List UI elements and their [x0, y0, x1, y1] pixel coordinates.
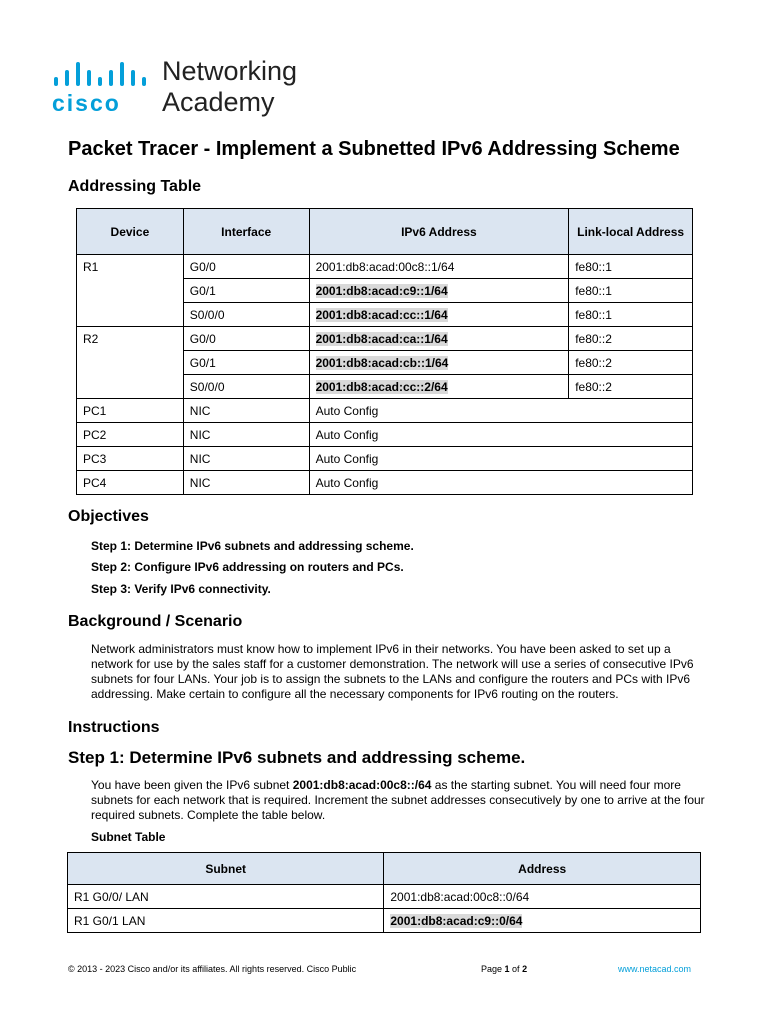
footer-copyright: © 2013 - 2023 Cisco and/or its affiliates. All rights reserved. Cisco Public — [68, 964, 357, 974]
objective-step-3: Step 3: Verify IPv6 connectivity. — [91, 582, 271, 596]
cell-ipv6: Auto Config — [309, 423, 692, 447]
cell-device — [77, 351, 184, 375]
addressing-table — [76, 208, 693, 495]
cell-link-local: fe80::2 — [569, 327, 693, 351]
cell-device: PC1 — [77, 399, 184, 423]
answer-highlight: 2001:db8:acad:c9::1/64 — [315, 283, 448, 298]
answer-highlight: 2001:db8:acad:cc::2/64 — [315, 379, 448, 394]
cell-ipv6 — [309, 303, 569, 327]
header-device: Device — [77, 209, 184, 255]
cell-device: PC3 — [77, 447, 184, 471]
objective-step-2: Step 2: Configure IPv6 addressing on routers and PCs. — [91, 560, 404, 574]
table-row — [68, 885, 701, 909]
cell-interface: S0/0/0 — [183, 303, 309, 327]
page-current: 1 — [504, 964, 510, 974]
cell-interface: G0/0 — [183, 255, 309, 279]
subnet-table-label: Subnet Table — [91, 830, 166, 844]
header-interface: Interface — [183, 209, 309, 255]
answer-highlight: 2001:db8:acad:ca::1/64 — [315, 331, 448, 346]
table-row — [77, 399, 693, 423]
cell-device — [77, 375, 184, 399]
table-row — [77, 447, 693, 471]
cell-device — [77, 303, 184, 327]
cell-interface: NIC — [183, 471, 309, 495]
cell-device: R1 — [77, 255, 184, 279]
answer-highlight: 2001:db8:acad:cb::1/64 — [315, 355, 449, 370]
header-link-local: Link-local Address — [569, 209, 693, 255]
cell-interface: G0/0 — [183, 327, 309, 351]
cell-address — [384, 909, 701, 933]
cell-address: 2001:db8:acad:00c8::0/64 — [384, 885, 701, 909]
objectives-heading: Objectives — [68, 508, 149, 525]
logo-line-networking: Networking — [162, 56, 298, 86]
cell-subnet: R1 G0/1 LAN — [68, 909, 384, 933]
cisco-bars-icon — [52, 60, 146, 86]
table-row — [77, 327, 693, 351]
step1-text-part: as the starting subnet. You will need four more subnets for each network that is required. Increment the subnet addresses consecutively by one to arrive at the four required subnets. Complete the table below. — [91, 778, 705, 822]
table-row — [68, 909, 701, 933]
addressing-table-heading: Addressing Table — [68, 178, 202, 195]
step1-text — [91, 778, 711, 823]
step1-text-part: You have been given the IPv6 subnet — [91, 778, 293, 792]
cell-interface: G0/1 — [183, 279, 309, 303]
table-row — [77, 255, 693, 279]
starting-subnet: 2001:db8:acad:00c8::/64 — [292, 778, 432, 792]
cell-subnet: R1 G0/0/ LAN — [68, 885, 384, 909]
cisco-wordmark: cisco — [52, 90, 121, 116]
cell-device — [77, 279, 184, 303]
cell-interface: NIC — [183, 447, 309, 471]
page-total: 2 — [522, 964, 528, 974]
page-of: of — [509, 964, 523, 974]
cisco-networking-academy-logo — [52, 56, 312, 118]
cell-device: PC4 — [77, 471, 184, 495]
cell-ipv6: Auto Config — [309, 399, 692, 423]
cell-device: R2 — [77, 327, 184, 351]
table-row — [77, 279, 693, 303]
logo-text — [162, 56, 297, 118]
cell-link-local: fe80::1 — [569, 303, 693, 327]
page-prefix: Page — [481, 964, 505, 974]
logo-line-academy: Academy — [162, 87, 275, 117]
cell-interface: NIC — [183, 399, 309, 423]
answer-highlight: 2001:db8:acad:cc::1/64 — [315, 307, 448, 322]
table-row — [77, 423, 693, 447]
header-subnet: Subnet — [68, 853, 384, 885]
page-title: Packet Tracer - Implement a Subnetted IPv6 Addressing Scheme — [68, 138, 680, 160]
background-text: Network administrators must know how to implement IPv6 in their networks. You have been asked to set up a network for use by the sales staff for a customer demonstration. The network will use a series of consecutive IPv6 subnets for four LANs. Your job is to assign the subnets to the LANs and configure the routers and PCs with IPv6 addressing. Make certain to configure all the necessary components for IPv6 routing on the routers. — [91, 642, 694, 701]
header-address: Address — [384, 853, 701, 885]
table-row — [77, 351, 693, 375]
answer-highlight: 2001:db8:acad:c9::0/64 — [390, 913, 523, 928]
cell-ipv6 — [309, 351, 569, 375]
cell-ipv6: Auto Config — [309, 471, 692, 495]
cell-ipv6: 2001:db8:acad:00c8::1/64 — [309, 255, 569, 279]
table-row — [77, 375, 693, 399]
footer-page-number — [481, 964, 527, 974]
cell-ipv6 — [309, 279, 569, 303]
footer-url-link[interactable]: www.netacad.com — [618, 964, 692, 974]
cell-interface: NIC — [183, 423, 309, 447]
cell-link-local: fe80::1 — [569, 279, 693, 303]
cell-link-local: fe80::2 — [569, 375, 693, 399]
cell-ipv6 — [309, 327, 569, 351]
cell-ipv6: Auto Config — [309, 447, 692, 471]
cell-ipv6 — [309, 375, 569, 399]
cell-device: PC2 — [77, 423, 184, 447]
cell-link-local: fe80::1 — [569, 255, 693, 279]
subnet-table-header — [68, 853, 701, 885]
table-row — [77, 303, 693, 327]
subnet-table — [67, 852, 701, 933]
addressing-table-header — [77, 209, 693, 255]
cell-link-local: fe80::2 — [569, 351, 693, 375]
table-row — [77, 471, 693, 495]
cell-interface: S0/0/0 — [183, 375, 309, 399]
objective-step-1: Step 1: Determine IPv6 subnets and addressing scheme. — [91, 539, 414, 553]
instructions-heading: Instructions — [68, 719, 160, 736]
header-ipv6: IPv6 Address — [309, 209, 569, 255]
step1-heading: Step 1: Determine IPv6 subnets and addressing scheme. — [68, 748, 526, 767]
background-heading: Background / Scenario — [68, 613, 243, 630]
cell-interface: G0/1 — [183, 351, 309, 375]
